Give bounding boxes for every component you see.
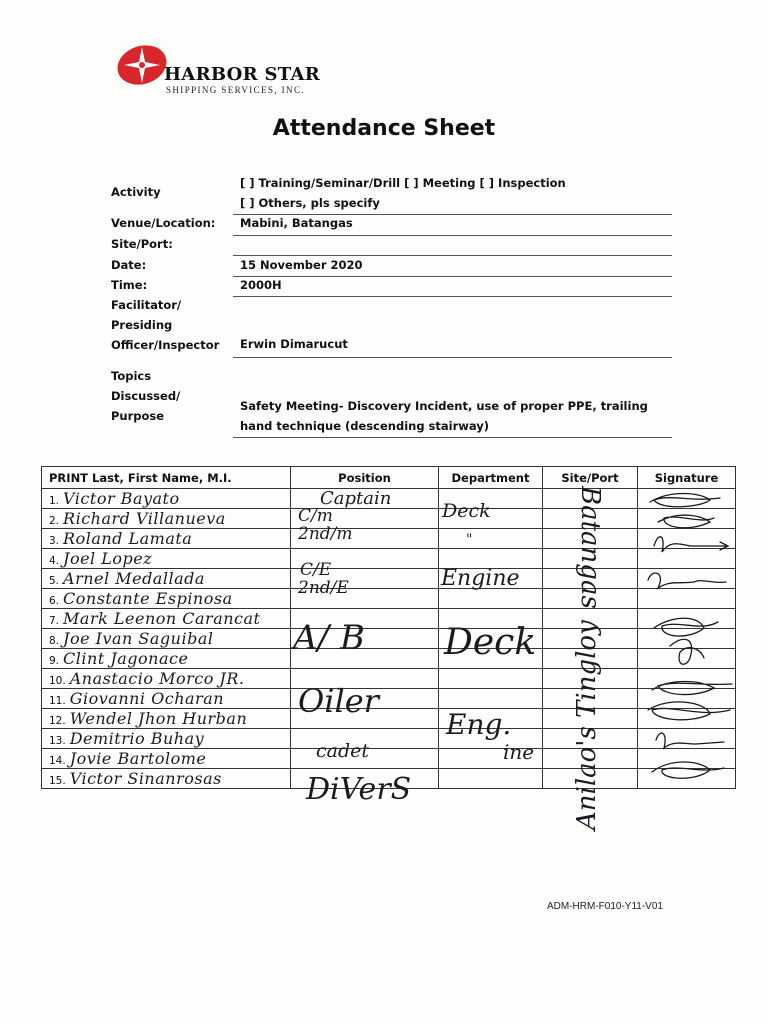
attendee-name: Joe Ivan Saguibal (63, 629, 214, 648)
table-row (42, 569, 736, 589)
position-2ndm: 2nd/m (298, 524, 353, 544)
divider (233, 296, 672, 297)
attendee-name-cell (42, 669, 291, 689)
department-ine: ine (503, 740, 535, 764)
attendee-name: Victor Bayato (63, 489, 180, 508)
attendee-name: Anastacio Morco JR. (69, 669, 245, 688)
attendee-name: Joel Lopez (63, 549, 153, 568)
department-eng: Eng. (446, 708, 512, 741)
row-number: 10. (49, 675, 66, 687)
header-position: Position (291, 467, 439, 489)
attendee-name-cell (42, 589, 291, 609)
position-oiler: Oiler (298, 682, 379, 720)
attendee-name: Jovie Bartolome (69, 749, 207, 768)
signature-scribble (650, 494, 720, 507)
table-row (42, 529, 736, 549)
activity-options-line1: [ ] Training/Seminar/Drill [ ] Meeting [ ] Inspection (240, 176, 566, 190)
attendee-name-cell (42, 529, 291, 549)
attendee-name: Arnel Medallada (63, 569, 205, 588)
row-number: 14. (49, 755, 66, 767)
attendee-name-cell (42, 749, 291, 769)
attendee-name-cell (42, 709, 291, 729)
signature-scribble (656, 733, 724, 748)
attendee-name: Constante Espinosa (63, 589, 233, 608)
row-number: 11. (49, 695, 66, 707)
position-cadet: cadet (316, 740, 370, 762)
venue-label: Venue/Location: (111, 216, 216, 230)
attendee-name-cell (42, 489, 291, 509)
attendee-name-cell (42, 549, 291, 569)
table-row (42, 709, 736, 729)
attendee-name-cell (42, 569, 291, 589)
header-department: Department (439, 467, 543, 489)
attendee-name-cell (42, 729, 291, 749)
signature-scribble (670, 639, 704, 664)
topics-line1: Safety Meeting- Discovery Incident, use of proper PPE, trailing (240, 399, 648, 413)
table-row (42, 609, 736, 629)
divider (233, 214, 672, 215)
table-row (42, 589, 736, 609)
site-label: Site/Port: (111, 237, 173, 251)
attendee-name-cell (42, 769, 291, 789)
divider (233, 255, 672, 256)
time-label: Time: (111, 278, 148, 292)
table-row (42, 629, 736, 649)
topics-label-2: Discussed/ (111, 389, 181, 403)
divider (233, 437, 672, 438)
department-deck-large: Deck (444, 622, 537, 663)
signature-scribble (658, 515, 714, 528)
topics-label-1: Topics (111, 369, 152, 383)
attendee-name-cell (42, 609, 291, 629)
table-row (42, 669, 736, 689)
divider (233, 276, 672, 277)
department-cell (439, 689, 543, 709)
star-logo-icon (116, 43, 168, 87)
attendee-name: Richard Villanueva (63, 509, 226, 528)
header-signature: Signature (638, 467, 736, 489)
divider (233, 235, 672, 236)
department-engine: Engine (441, 566, 520, 591)
table-row (42, 509, 736, 529)
signature-scribble (648, 573, 726, 588)
attendee-name: Roland Lamata (63, 529, 193, 548)
attendance-table (41, 466, 736, 789)
attendee-name: Clint Jagonace (63, 649, 189, 668)
row-number: 7. (49, 615, 60, 627)
position-ab: A/ B (293, 618, 365, 658)
attendee-name-cell (42, 689, 291, 709)
attendee-name: Giovanni Ocharan (69, 689, 225, 708)
signature-scribble (654, 537, 728, 552)
department-cell (439, 669, 543, 689)
divider (233, 357, 672, 358)
facilitator-label-3: Officer/Inspector (111, 338, 220, 352)
table-row (42, 549, 736, 569)
signature-scribble (652, 762, 724, 778)
row-number: 6. (49, 595, 60, 607)
position-divers: DiVerS (306, 772, 412, 807)
row-number: 2. (49, 515, 60, 527)
position-captain: Captain (320, 488, 392, 509)
document-code: ADM-HRM-F010-Y11-V01 (547, 901, 663, 912)
row-number: 15. (49, 775, 66, 787)
position-ce: C/E (300, 560, 332, 580)
row-number: 5. (49, 575, 60, 587)
signature-scribble (648, 702, 730, 720)
topics-line2: hand technique (descending stairway) (240, 419, 490, 433)
attendee-name-cell (42, 649, 291, 669)
company-logo (116, 43, 376, 103)
row-number: 9. (49, 655, 60, 667)
topics-label-3: Purpose (111, 409, 165, 423)
attendee-name: Victor Sinanrosas (69, 769, 222, 788)
header-site-port: Site/Port (543, 467, 638, 489)
row-number: 12. (49, 715, 66, 727)
header-name: PRINT Last, First Name, M.I. (42, 467, 291, 489)
attendee-name: Demitrio Buhay (69, 729, 205, 748)
company-name: HARBOR STAR (164, 64, 321, 85)
position-cm: C/m (298, 506, 333, 526)
facilitator-label-2: Presiding (111, 318, 173, 332)
site-port-anilao-tingloy: Anilao's Tingloy (572, 620, 602, 830)
attendee-name-cell (42, 509, 291, 529)
page-title: Attendance Sheet (272, 116, 496, 141)
table-row (42, 729, 736, 749)
activity-options-line2: [ ] Others, pls specify (240, 196, 380, 210)
department-cell (439, 589, 543, 609)
row-number: 8. (49, 635, 60, 647)
position-2nde: 2nd/E (298, 578, 349, 598)
signature-scribble (652, 682, 732, 695)
department-cell (439, 529, 543, 549)
date-label: Date: (111, 258, 147, 272)
table-row (42, 749, 736, 769)
facilitator-label-1: Facilitator/ (111, 298, 182, 312)
attendee-name-cell (42, 629, 291, 649)
time-value: 2000H (240, 278, 282, 292)
company-subtitle: SHIPPING SERVICES, INC. (166, 85, 305, 95)
row-number: 1. (49, 495, 60, 507)
activity-label: Activity (111, 185, 161, 199)
row-number: 4. (49, 555, 60, 567)
facilitator-value: Erwin Dimarucut (240, 337, 348, 351)
date-value: 15 November 2020 (240, 258, 363, 272)
signatures-column (640, 488, 736, 818)
table-row (42, 689, 736, 709)
department-cell (439, 769, 543, 789)
attendee-name: Mark Leenon Carancat (63, 609, 261, 628)
venue-value: Mabini, Batangas (240, 216, 353, 230)
attendee-name: Wendel Jhon Hurban (69, 709, 248, 728)
department-deck: Deck (442, 500, 491, 522)
department-ditto: " (466, 532, 473, 548)
row-number: 3. (49, 535, 60, 547)
signature-scribble (654, 618, 718, 636)
site-port-batangas: Batangas (575, 486, 605, 609)
row-number: 13. (49, 735, 66, 747)
table-row (42, 649, 736, 669)
